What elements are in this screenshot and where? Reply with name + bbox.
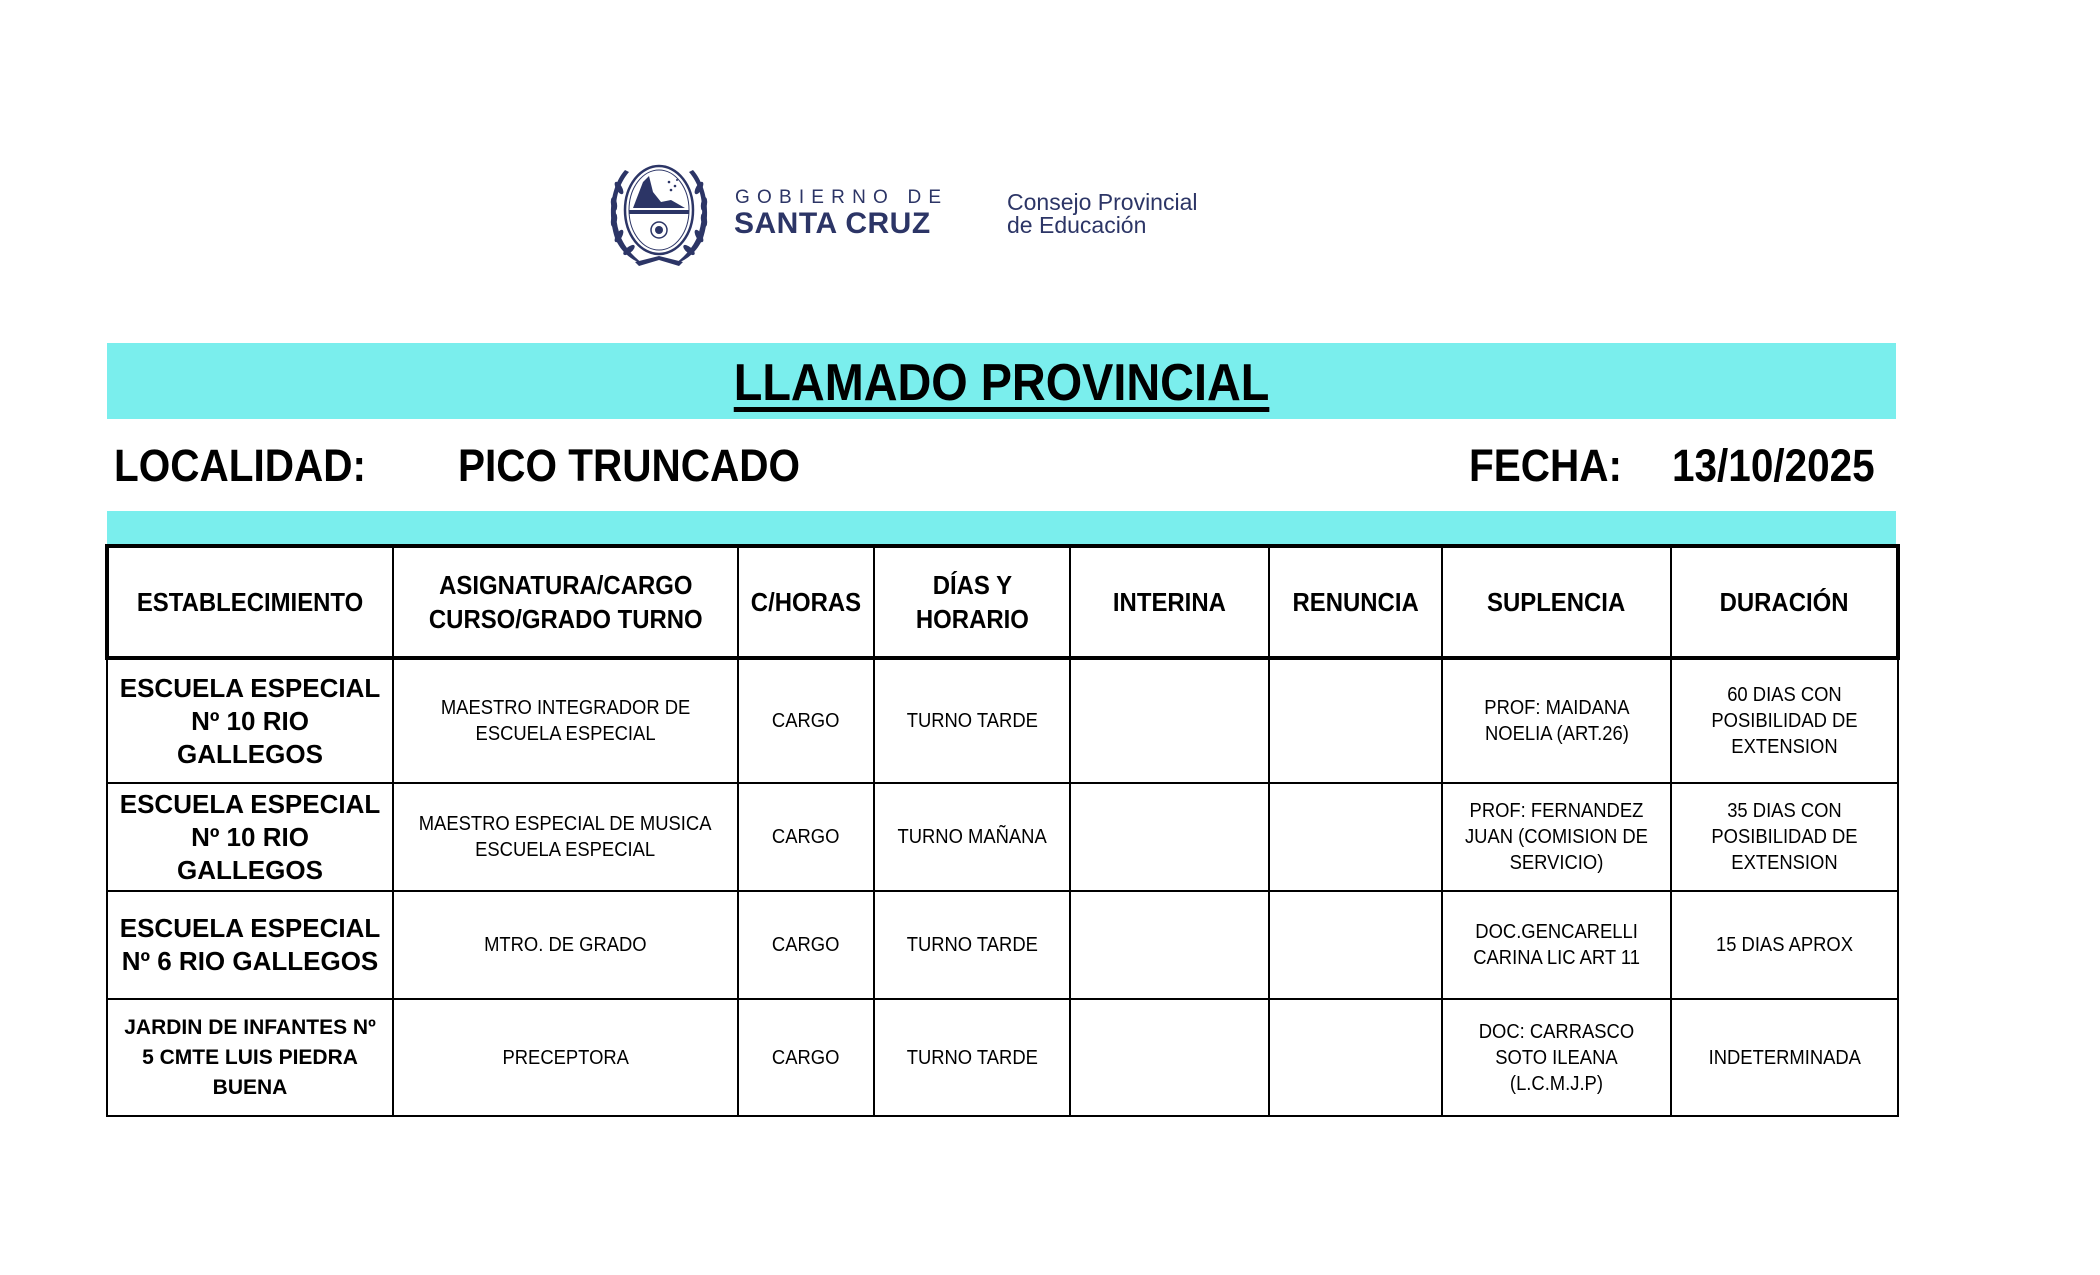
santa-cruz-text: SANTA CRUZ — [734, 207, 931, 240]
cell-interina — [1070, 658, 1269, 783]
cell-interina — [1070, 783, 1269, 891]
coat-of-arms-icon — [605, 152, 713, 272]
cell-horario: TURNO MAÑANA — [874, 783, 1070, 891]
title-band — [107, 343, 1896, 419]
de-educacion-text: de Educación — [1007, 212, 1147, 238]
localidad-label — [114, 440, 394, 491]
cell-establecimiento: JARDIN DE INFANTES Nº 5 CMTE LUIS PIEDRA BUENA — [107, 999, 393, 1116]
column-header-interina: INTERINA — [1070, 546, 1269, 658]
column-header-establecimiento: ESTABLECIMIENTO — [107, 546, 393, 658]
cell-asignatura: MTRO. DE GRADO — [393, 891, 738, 999]
cell-horario: TURNO TARDE — [874, 999, 1070, 1116]
vacancies-table — [105, 544, 1900, 1117]
cell-establecimiento: ESCUELA ESPECIAL Nº 10 RIO GALLEGOS — [107, 783, 393, 891]
page-title-text: LLAMADO PROVINCIAL — [733, 354, 1270, 412]
cell-horas: CARGO — [738, 658, 874, 783]
cell-establecimiento: ESCUELA ESPECIAL Nº 10 RIO GALLEGOS — [107, 658, 393, 783]
cell-renuncia — [1269, 999, 1442, 1116]
cell-renuncia — [1269, 658, 1442, 783]
column-header-asignatura: ASIGNATURA/CARGO CURSO/GRADO TURNO — [393, 546, 738, 658]
localidad-value-text: PICO TRUNCADO — [458, 440, 800, 491]
cell-asignatura: MAESTRO ESPECIAL DE MUSICA ESCUELA ESPECIAL — [393, 783, 738, 891]
localidad-label-text: LOCALIDAD: — [114, 440, 366, 491]
cell-horas: CARGO — [738, 999, 874, 1116]
cell-duracion: 15 DIAS APROX — [1671, 891, 1898, 999]
cell-suplencia: DOC.GENCARELLI CARINA LIC ART 11 — [1442, 891, 1671, 999]
localidad-value — [458, 440, 838, 491]
cell-horario: TURNO TARDE — [874, 658, 1070, 783]
consejo-provincial-text: Consejo Provincial — [1007, 189, 1198, 215]
table-header-row — [107, 546, 1898, 658]
gobierno-de-text: GOBIERNO DE — [735, 187, 949, 208]
cell-duracion: 60 DIAS CON POSIBILIDAD DE EXTENSION — [1671, 658, 1898, 783]
fecha-value-text: 13/10/2025 — [1672, 440, 1875, 491]
fecha-label-text: FECHA: — [1469, 440, 1622, 491]
separator-band — [107, 511, 1896, 545]
cell-renuncia — [1269, 783, 1442, 891]
table-row — [107, 658, 1898, 783]
fecha-value — [1672, 440, 1897, 491]
cell-interina — [1070, 999, 1269, 1116]
column-header-horas: C/HORAS — [738, 546, 874, 658]
table-row — [107, 891, 1898, 999]
column-header-suplencia: SUPLENCIA — [1442, 546, 1671, 658]
cell-asignatura: MAESTRO INTEGRADOR DE ESCUELA ESPECIAL — [393, 658, 738, 783]
cell-suplencia: PROF: FERNANDEZ JUAN (COMISION DE SERVICIO) — [1442, 783, 1671, 891]
cell-suplencia: DOC: CARRASCO SOTO ILEANA (L.C.M.J.P) — [1442, 999, 1671, 1116]
cell-duracion: INDETERMINADA — [1671, 999, 1898, 1116]
page-title — [107, 355, 1896, 411]
column-header-duracion: DURACIÓN — [1671, 546, 1898, 658]
cell-horas: CARGO — [738, 783, 874, 891]
cell-duracion: 35 DIAS CON POSIBILIDAD DE EXTENSION — [1671, 783, 1898, 891]
logo — [603, 150, 1243, 274]
fecha-label — [1469, 440, 1639, 491]
cell-horas: CARGO — [738, 891, 874, 999]
table-row — [107, 999, 1898, 1116]
column-header-renuncia: RENUNCIA — [1269, 546, 1442, 658]
cell-horario: TURNO TARDE — [874, 891, 1070, 999]
cell-suplencia: PROF: MAIDANA NOELIA (ART.26) — [1442, 658, 1671, 783]
cell-asignatura: PRECEPTORA — [393, 999, 738, 1116]
cell-renuncia — [1269, 891, 1442, 999]
column-header-dias-horario: DÍAS Y HORARIO — [874, 546, 1070, 658]
table-row — [107, 783, 1898, 891]
cell-establecimiento: ESCUELA ESPECIAL Nº 6 RIO GALLEGOS — [107, 891, 393, 999]
cell-interina — [1070, 891, 1269, 999]
